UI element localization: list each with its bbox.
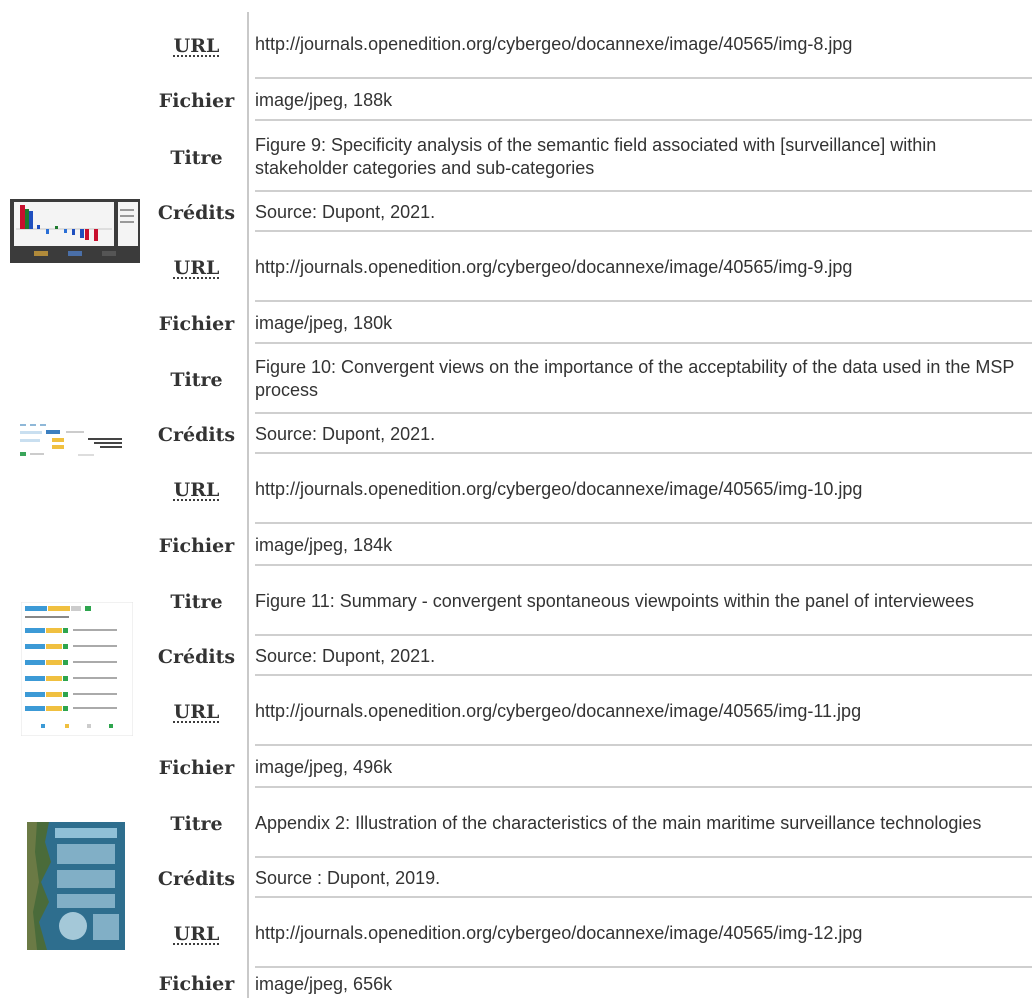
titre-row — [145, 790, 1032, 858]
url-row — [145, 456, 1032, 524]
fichier-row — [145, 81, 1032, 121]
titre-value: Figure 11: Summary - convergent spontaneous viewpoints within the panel of interviewees — [255, 568, 1032, 636]
credits-value: Source: Dupont, 2021. — [255, 416, 1032, 454]
url-row — [145, 678, 1032, 746]
figure-11-thumbnail[interactable] — [21, 602, 133, 736]
url-value — [255, 12, 1032, 79]
fichier-value: image/jpeg, 188k — [255, 81, 1032, 121]
titre-label: Titre — [170, 146, 223, 169]
titre-label: Titre — [170, 813, 223, 835]
titre-row — [145, 346, 1032, 414]
url-label: URL — [173, 257, 220, 279]
url-value — [255, 678, 1032, 746]
url-value — [255, 456, 1032, 524]
credits-row — [145, 638, 1032, 676]
fichier-value: image/jpeg, 496k — [255, 748, 1032, 788]
url-label: URL — [173, 923, 220, 945]
titre-value: Appendix 2: Illustration of the characteristics of the main maritime surveillance technologies — [255, 790, 1032, 858]
fichier-label: Fichier — [158, 313, 235, 335]
url-value — [255, 234, 1032, 302]
figure-9-thumbnail[interactable] — [10, 199, 140, 263]
thumbnail-column — [0, 0, 145, 998]
url-row — [145, 900, 1032, 968]
titre-label: Titre — [170, 591, 223, 613]
url-value — [255, 900, 1032, 968]
url-label: URL — [173, 34, 220, 57]
credits-label: Crédits — [157, 868, 236, 890]
fichier-value: image/jpeg, 656k — [255, 973, 393, 994]
credits-row — [145, 860, 1032, 898]
url-link[interactable]: http://journals.openedition.org/cybergeo/docannexe/image/40565/img-12.jpg — [255, 922, 863, 943]
fichier-label: Fichier — [158, 973, 235, 995]
fichier-value: image/jpeg, 184k — [255, 526, 1032, 566]
titre-label: Titre — [170, 369, 223, 391]
url-link[interactable]: http://journals.openedition.org/cybergeo/docannexe/image/40565/img-11.jpg — [255, 700, 862, 721]
fichier-label: Fichier — [158, 535, 235, 557]
titre-value: Figure 9: Specificity analysis of the semantic field associated with [surveillance] within stakeholder categories and sub-categories — [255, 123, 1032, 192]
fichier-row — [145, 748, 1032, 788]
credits-value: Source: Dupont, 2021. — [255, 638, 1032, 676]
url-row — [145, 12, 1032, 79]
fichier-row — [145, 970, 1032, 998]
credits-label: Crédits — [157, 202, 236, 224]
titre-value: Figure 10: Convergent views on the importance of the acceptability of the data used in the MSP process — [255, 346, 1032, 414]
titre-row — [145, 123, 1032, 192]
url-link[interactable]: http://journals.openedition.org/cybergeo/docannexe/image/40565/img-9.jpg — [255, 256, 853, 277]
fichier-row — [145, 526, 1032, 566]
fichier-label: Fichier — [158, 90, 235, 112]
url-row — [145, 234, 1032, 302]
titre-row — [145, 568, 1032, 636]
url-label: URL — [173, 479, 220, 501]
url-link[interactable]: http://journals.openedition.org/cybergeo/docannexe/image/40565/img-10.jpg — [255, 478, 863, 499]
fichier-row — [145, 304, 1032, 344]
fichier-label: Fichier — [158, 757, 235, 779]
figure-10-thumbnail[interactable] — [18, 422, 138, 462]
credits-value: Source: Dupont, 2021. — [255, 194, 1032, 232]
credits-row — [145, 416, 1032, 454]
url-link[interactable]: http://journals.openedition.org/cybergeo/docannexe/image/40565/img-8.jpg — [255, 34, 853, 54]
credits-label: Crédits — [157, 424, 236, 446]
credits-value: Source : Dupont, 2019. — [255, 860, 1032, 898]
credits-row — [145, 194, 1032, 232]
credits-label: Crédits — [157, 646, 236, 668]
appendix-2-thumbnail[interactable] — [27, 822, 125, 950]
url-label: URL — [173, 701, 220, 723]
fichier-value: image/jpeg, 180k — [255, 304, 1032, 344]
